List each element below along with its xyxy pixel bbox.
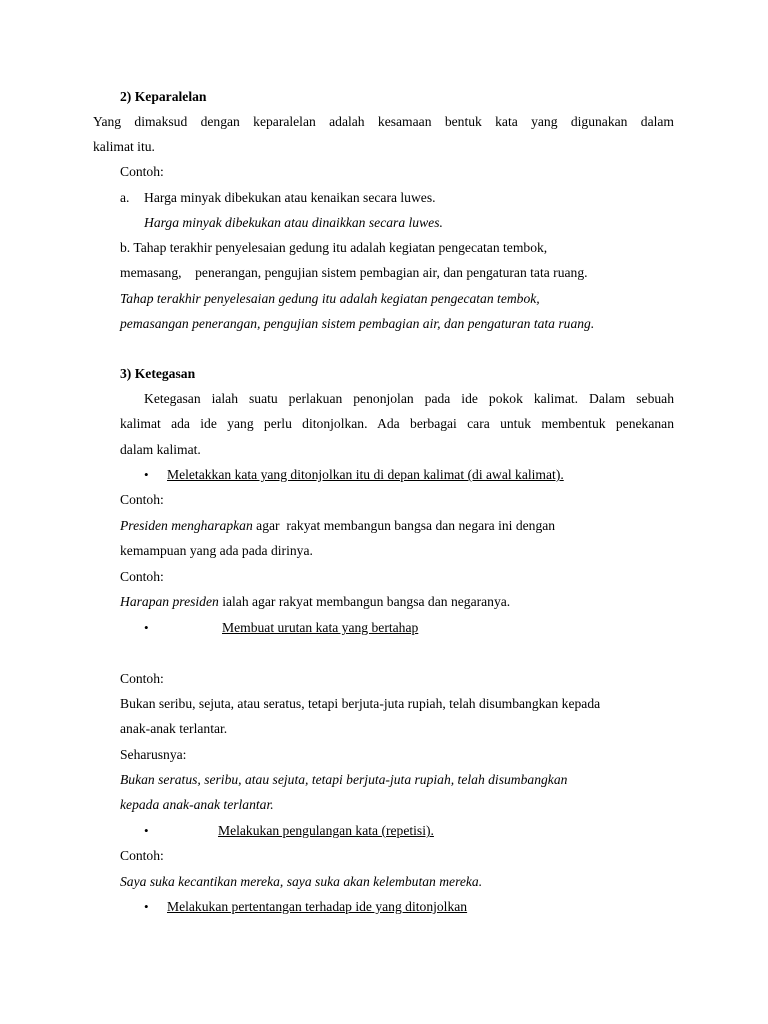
example-sentence: Bukan seribu, sejuta, atau seratus, tetapi berjuta-juta rupiah, telah disumbangkan kepada xyxy=(120,696,601,711)
emphasized-phrase: Presiden mengharapkan xyxy=(120,518,253,533)
emphasized-phrase: Harapan presiden xyxy=(120,594,219,609)
section-heading-ketegasan: 3) Ketegasan xyxy=(120,366,196,381)
example-label: Contoh: xyxy=(120,848,164,863)
example-label: Contoh: xyxy=(120,569,164,584)
intro-paragraph-line: Yang dimaksud dengan keparalelan adalah kesamaan bentuk kata yang digunakan dalam xyxy=(93,114,674,129)
example-sentence: Saya suka kecantikan mereka, saya suka akan kelembutan mereka. xyxy=(120,874,483,889)
example-b-correction: Tahap terakhir penyelesaian gedung itu adalah kegiatan pengecatan tembok, xyxy=(120,291,540,306)
list-marker-a: a. xyxy=(120,190,130,205)
example-a-sentence: Harga minyak dibekukan atau kenaikan secara luwes. xyxy=(144,190,436,205)
bullet-icon: • xyxy=(144,823,149,838)
intro-paragraph-line: kalimat itu. xyxy=(93,139,155,154)
example-b-correction: pemasangan penerangan, pengujian sistem pembagian air, dan pengaturan tata ruang. xyxy=(120,316,595,331)
example-sentence xyxy=(120,593,510,611)
example-sentence: kemampuan yang ada pada dirinya. xyxy=(120,543,313,558)
example-b-sentence: memasang, penerangan, pengujian sistem pembagian air, dan pengaturan tata ruang. xyxy=(120,265,588,280)
example-sentence xyxy=(120,517,555,535)
body-paragraph-line: Ketegasan ialah suatu perlakuan penonjolan pada ide pokok kalimat. Dalam sebuah xyxy=(144,391,674,406)
bullet-point-text: Melakukan pengulangan kata (repetisi). xyxy=(218,823,434,838)
sentence-remainder: ialah agar rakyat membangun bangsa dan negaranya. xyxy=(218,594,511,609)
bullet-point-text: Melakukan pertentangan terhadap ide yang ditonjolkan xyxy=(167,899,468,914)
example-label: Contoh: xyxy=(120,671,164,686)
correction-label: Seharusnya: xyxy=(120,747,187,762)
example-a-correction: Harga minyak dibekukan atau dinaikkan secara luwes. xyxy=(144,215,443,230)
bullet-icon: • xyxy=(144,620,149,635)
body-paragraph-line: dalam kalimat. xyxy=(120,442,201,457)
bullet-point-text: Meletakkan kata yang ditonjolkan itu di depan kalimat (di awal kalimat). xyxy=(167,467,564,482)
example-correction: Bukan seratus, seribu, atau sejuta, tetapi berjuta-juta rupiah, telah disumbangkan xyxy=(120,772,568,787)
sentence-remainder: agar rakyat membangun bangsa dan negara ini dengan xyxy=(252,518,556,533)
bullet-icon: • xyxy=(144,899,149,914)
example-b-sentence: b. Tahap terakhir penyelesaian gedung itu adalah kegiatan pengecatan tembok, xyxy=(120,240,548,255)
example-label: Contoh: xyxy=(120,492,164,507)
example-label: Contoh: xyxy=(120,164,164,179)
example-sentence: anak-anak terlantar. xyxy=(120,721,228,736)
example-correction: kepada anak-anak terlantar. xyxy=(120,797,274,812)
body-paragraph-line: kalimat ada ide yang perlu ditonjolkan. Ada berbagai cara untuk membentuk penekanan xyxy=(120,416,674,431)
section-heading-keparalelan: 2) Keparalelan xyxy=(120,89,207,104)
bullet-point-text: Membuat urutan kata yang bertahap xyxy=(222,620,419,635)
bullet-icon: • xyxy=(144,467,149,482)
